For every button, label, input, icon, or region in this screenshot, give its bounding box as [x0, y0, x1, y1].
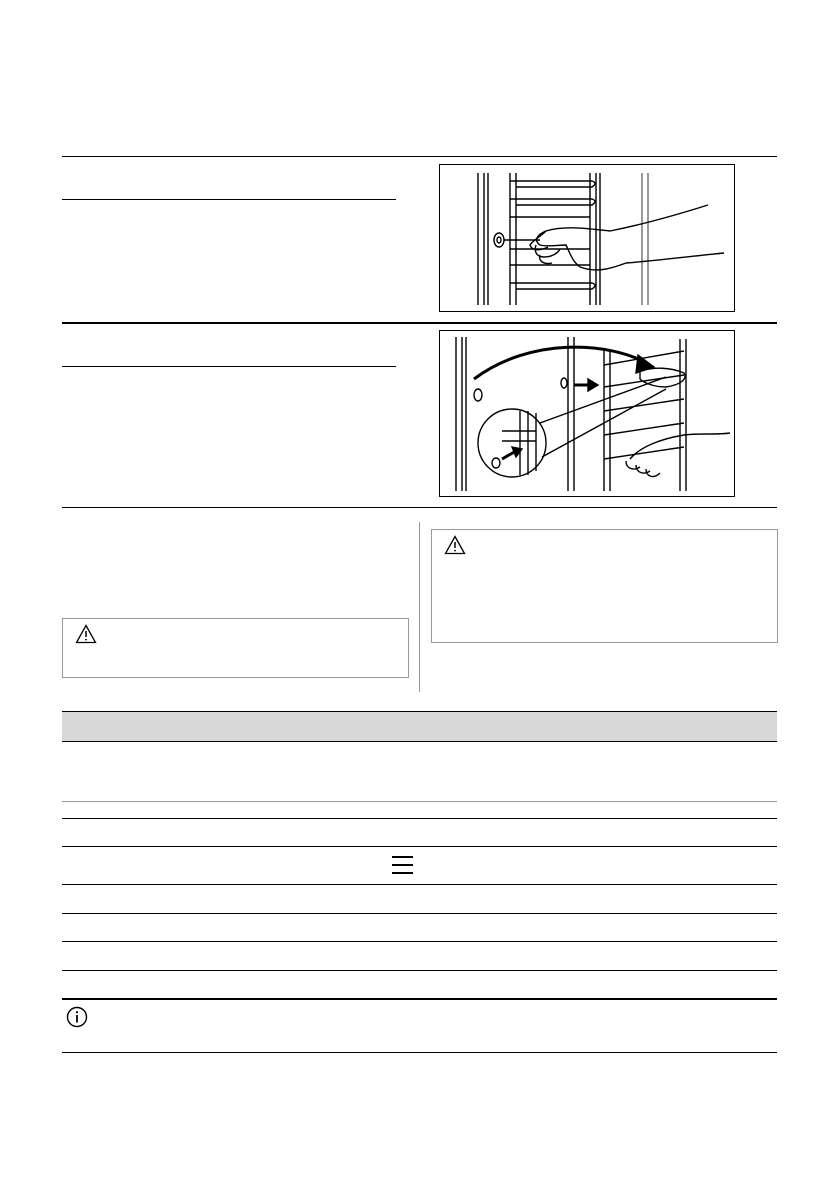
table-row-divider	[62, 846, 777, 847]
warning-box-right	[431, 529, 778, 643]
table-row-divider	[62, 884, 777, 885]
table-row-divider	[62, 801, 777, 802]
table-row-divider	[62, 941, 777, 942]
table-row-divider	[62, 970, 777, 971]
table-header-row	[62, 711, 777, 742]
warning-triangle-icon	[75, 624, 97, 644]
warning-box-left	[62, 618, 409, 678]
step-1-illustration	[439, 164, 735, 312]
section-rule-top	[62, 156, 777, 157]
column-divider	[419, 522, 420, 692]
section-rule-middle	[62, 322, 777, 324]
info-circle-icon	[66, 1006, 88, 1028]
step-2-illustration	[439, 330, 735, 497]
menu-icon	[392, 856, 413, 874]
shelf-support-removal-drawing	[440, 165, 734, 311]
note-rule-top	[62, 998, 777, 1000]
note-rule-bottom	[62, 1052, 777, 1053]
shelf-support-installation-drawing	[440, 331, 734, 496]
section-rule-lower	[62, 507, 777, 508]
step-1-underline	[62, 199, 396, 200]
warning-triangle-icon	[444, 535, 466, 555]
step-2-underline	[62, 366, 396, 367]
table-row-divider	[62, 913, 777, 914]
table-row-divider	[62, 818, 777, 819]
